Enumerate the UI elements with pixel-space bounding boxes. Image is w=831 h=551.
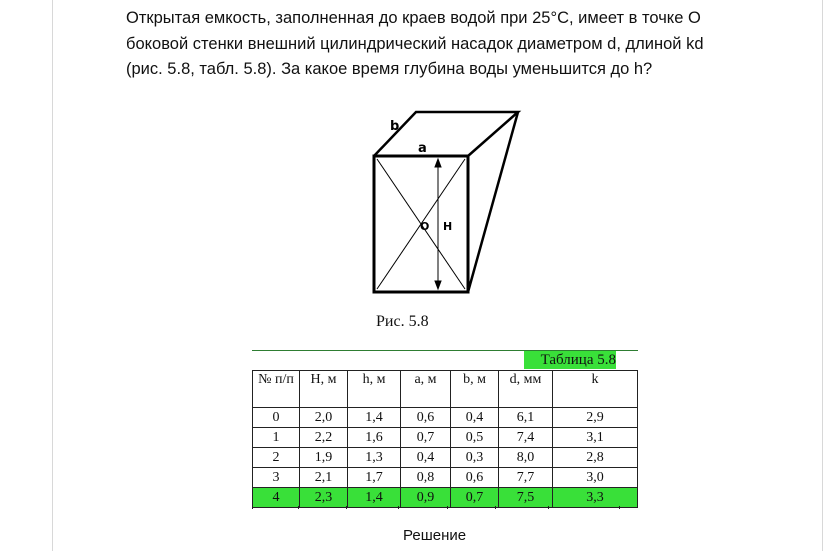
arrow-up-icon: [435, 159, 441, 167]
label-b: b: [390, 119, 400, 134]
page-right-edge: [822, 0, 823, 551]
cell: 0: [253, 408, 300, 428]
header-a: a, м: [401, 371, 451, 408]
table-row: [253, 408, 638, 428]
solution-heading: Решение: [403, 527, 467, 544]
cell: 0,3: [451, 448, 499, 468]
header-k: k: [553, 371, 638, 408]
cell: 7,7: [499, 468, 553, 488]
cell: 3,0: [553, 468, 638, 488]
label-h: H: [443, 220, 453, 233]
header-b: b, м: [451, 371, 499, 408]
cell: 3: [253, 468, 300, 488]
table-header-row: [253, 371, 638, 408]
header-d: d, мм: [499, 371, 553, 408]
label-a: a: [418, 141, 427, 156]
header-h: h, м: [348, 371, 401, 408]
table-row: [253, 428, 638, 448]
cell: 1,4: [348, 488, 401, 508]
cell: 2,0: [300, 408, 348, 428]
cell: 2: [253, 448, 300, 468]
cell: 0,6: [451, 468, 499, 488]
cell: 2,2: [300, 428, 348, 448]
cell: 2,1: [300, 468, 348, 488]
cell: 8,0: [499, 448, 553, 468]
cell: 2,9: [553, 408, 638, 428]
cell: 3,3: [553, 488, 638, 508]
problem-statement: Открытая емкость, заполненная до краев водой при 25°С, имеет в точке О боковой стенки внешний цилиндрический насадок диаметром d, длиной kd (рис. 5.8, табл. 5.8). За какое время глубина воды уменьшится до h?: [126, 9, 704, 78]
data-table: [252, 370, 638, 508]
cell: 0,5: [451, 428, 499, 448]
tank-figure: [368, 108, 528, 298]
cell: 1: [253, 428, 300, 448]
cell: 1,4: [348, 408, 401, 428]
table-row: [253, 448, 638, 468]
cell: 0,4: [401, 448, 451, 468]
cell: 1,9: [300, 448, 348, 468]
label-o: O: [420, 220, 430, 233]
arrow-down-icon: [435, 281, 441, 289]
cell: 1,6: [348, 428, 401, 448]
cell: 6,1: [499, 408, 553, 428]
cell: 0,6: [401, 408, 451, 428]
cell: 0,7: [401, 428, 451, 448]
cell: 0,8: [401, 468, 451, 488]
header-H: H, м: [300, 371, 348, 408]
cell: 2,3: [300, 488, 348, 508]
cell: 7,4: [499, 428, 553, 448]
table-continuation-ticks: [252, 506, 620, 509]
cell: 0,7: [451, 488, 499, 508]
cell: 1,3: [348, 448, 401, 468]
table-title: Таблица 5.8: [524, 351, 616, 369]
cell: 4: [253, 488, 300, 508]
cell: 3,1: [553, 428, 638, 448]
page-left-edge: [52, 0, 53, 551]
cell: 1,7: [348, 468, 401, 488]
cell: 7,5: [499, 488, 553, 508]
cell: 2,8: [553, 448, 638, 468]
tank-slanted-back-edge: [468, 112, 518, 292]
table-row: [253, 468, 638, 488]
cell: 0,4: [451, 408, 499, 428]
header-number: № п/п: [253, 371, 300, 408]
figure-caption: Рис. 5.8: [376, 313, 429, 330]
table-row-highlighted: [253, 488, 638, 508]
cell: 0,9: [401, 488, 451, 508]
